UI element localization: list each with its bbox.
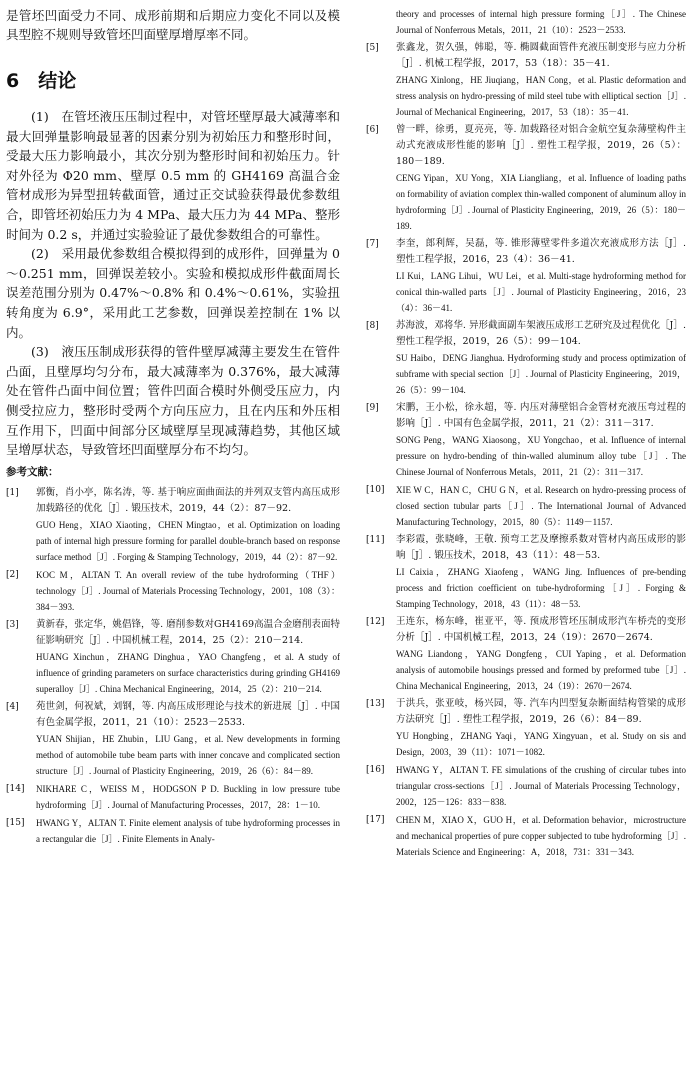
reference-body bbox=[396, 236, 686, 316]
reference-en: CHEN M，XIAO X，GUO H，et al. Deformation behavior，microstructure and mechanical properties of pure copper subjected to tube hydroforming［J］. Materials Science and Engineering：A，2018，731：331－343. bbox=[396, 815, 686, 857]
reference-item bbox=[6, 485, 340, 565]
reference-zh: 张鑫龙，贺久强，韩聪，等. 椭圆截面管件充液压制变形与应力分析［J］. 机械工程学报，2017，53（18）：35－41. bbox=[396, 42, 686, 69]
reference-zh: 苑世剑，何祝斌，刘钢，等. 内高压成形理论与技术的新进展［J］. 中国有色金属学报，2011，21（10）：2523－2533. bbox=[36, 700, 340, 728]
section-heading: 6 结论 bbox=[6, 70, 77, 92]
reference-item bbox=[366, 482, 686, 530]
reference-body bbox=[36, 781, 340, 813]
reference-number: [10] bbox=[366, 485, 385, 495]
reference-number: [13] bbox=[366, 699, 385, 709]
reference-number: [8] bbox=[366, 321, 379, 331]
reference-body bbox=[36, 617, 340, 697]
reference-en: theory and processes of internal high pressure forming［J］. The Chinese Journal of Nonferrous Metals，2011，21（10）：2523－2533. bbox=[396, 9, 686, 35]
reference-zh: 郭衡，肖小亭，陈名涛，等. 基于响应面曲面法的并列双支管内高压成形加载路径的优化［J］. 锻压技术，2019，44（2）：87－92. bbox=[36, 486, 340, 514]
reference-number: [16] bbox=[366, 765, 385, 775]
reference-number: [12] bbox=[366, 617, 385, 627]
conclusion-paragraph-2: (2) 采用最优参数组合模拟得到的成形件，回弹量为 0～0.251 mm，回弹误差较小。实验和模拟成形件截面周长误差范围分别为 0.47%～0.8% 和 0.4%～0.61%，实验扭转角度为 6.9°，采用此工艺参数，回弹误差控制在 1% 以内。 bbox=[6, 246, 340, 340]
reference-item bbox=[366, 614, 686, 694]
reference-item bbox=[366, 812, 686, 860]
reference-number: [17] bbox=[366, 815, 385, 825]
reference-zh: 曾一畔，徐勇，夏亮亮，等. 加载路径对铝合金航空复杂薄壁构件主动式充液成形性能的影响［J］. 塑性工程学报，2019，26（5）：180－189. bbox=[396, 124, 686, 167]
conclusion-paragraph-1: (1) 在管坯液压压制过程中，对管坯壁厚最大减薄率和最大回弹量影响最显著的因素分别为初始压力和整形时间，受最大压力影响最小，其次分别为整形时间和初始压力。针对外径为 Φ20 mm、壁厚 0.5 mm 的 GH4169 高温合金管材成形为异型扭转截面管，通过正交试验获得最优参数组合，即管坯初始压力为 4 MPa、最大压力为 44 MPa、整形时间为 0.2 s，并通过实验验证了最优参数组合的可靠性。 bbox=[6, 109, 340, 242]
reference-en: SONG Peng，WANG Xiaosong，XU Yongchao，et al. Influence of internal pressure on hydro-bending of thin-walled aluminum alloy tube［J］. The Chinese Journal of Nonferrous Metals，2011，21（2）：311－317. bbox=[396, 435, 686, 477]
reference-body bbox=[396, 696, 686, 760]
reference-en: SU Haibo，DENG Jianghua. Hydroforming study and process optimization of subframe with special section［J］. Journal of Plasticity Engineering，2019，26（5）：99－104. bbox=[396, 353, 686, 395]
reference-number: [4] bbox=[6, 701, 19, 712]
reference-item bbox=[366, 696, 686, 760]
reference-item bbox=[6, 699, 340, 779]
reference-number: [11] bbox=[366, 535, 385, 545]
reference-body bbox=[36, 485, 340, 565]
reference-body bbox=[36, 567, 340, 615]
reference-body bbox=[396, 532, 686, 612]
reference-body bbox=[396, 812, 686, 860]
reference-zh: 李彩霞，张晓峰，王敬. 预弯工艺及摩擦系数对管材内高压成形的影响［J］. 锻压技术，2018，43（11）：48－53. bbox=[396, 534, 686, 561]
reference-en: HWANG Y，ALTAN T. Finite element analysis of tube hydroforming processes in a rectangular die［J］. Finite Elements in Analy- bbox=[36, 817, 340, 844]
reference-en: CENG Yipan，XU Yong，XIA Liangliang，et al. Influence of loading paths on formability of aviation complex thin-walled component of aluminum alloy in hydroforming［J］. Journal of Plasticity Engineering，2019，26（5）：180－189. bbox=[396, 173, 686, 231]
reference-body bbox=[396, 40, 686, 120]
reference-body bbox=[396, 762, 686, 810]
reference-number: [1] bbox=[6, 487, 19, 498]
reference-en: NIKHARE C，WEISS M，HODGSON P D. Buckling in low pressure tube hydroforming［J］. Journal of Manufacturing Processes，2017，28：1－10. bbox=[36, 783, 340, 810]
reference-en: YU Hongbing，ZHANG Yaqi，YANG Xingyuan，et al. Study on sis and Design，2003，39（11）：1071－1082. bbox=[396, 731, 686, 757]
reference-body bbox=[396, 318, 686, 398]
reference-en: XIE W C，HAN C，CHU G N，et al. Research on hydro-pressing process of closed section tubular parts［J］. The International Journal of Advanced Manufacturing Technology，2015，80（5）：1149－1157. bbox=[396, 485, 686, 527]
reference-item bbox=[366, 532, 686, 612]
reference-item bbox=[366, 122, 686, 234]
reference-number: [14] bbox=[6, 783, 25, 794]
reference-body bbox=[396, 122, 686, 234]
reference-number: [2] bbox=[6, 569, 19, 580]
reference-continuation bbox=[396, 6, 686, 38]
reference-en: HUANG Xinchun，ZHANG Dinghua，YAO Changfeng，et al. A study of influence of grinding parameters on surface characteristics during grinding GH4169 superalloy［J］. China Mechanical Engineering，2014，25（2）：210－214. bbox=[36, 651, 340, 694]
reference-item bbox=[366, 236, 686, 316]
reference-zh: 李奎，郎利辉，吴磊，等. 锥形薄壁零件多道次充液成形方法［J］. 塑性工程学报，2016，23（4）：36－41. bbox=[396, 238, 686, 265]
reference-item bbox=[6, 567, 340, 615]
reference-body bbox=[36, 815, 340, 847]
reference-item bbox=[366, 400, 686, 480]
left-column bbox=[6, 6, 340, 849]
reference-item bbox=[366, 318, 686, 398]
reference-body bbox=[396, 400, 686, 480]
reference-body bbox=[396, 614, 686, 694]
reference-item bbox=[6, 815, 340, 847]
reference-zh: 苏海波，邓将华. 异形截面副车架液压成形工艺研究及过程优化［J］. 塑性工程学报，2019，26（5）：99－104. bbox=[396, 320, 686, 347]
reference-item bbox=[366, 762, 686, 810]
references-title: 参考文献： bbox=[6, 465, 59, 478]
reference-en: YUAN Shijian，HE Zhubin，LIU Gang，et al. New developments in forming method of automobile tube beam parts with inner concave and complicated section structure［J］. Journal of Plasticity Engineering，2019，26（6）：84－89. bbox=[36, 733, 340, 776]
reference-number: [5] bbox=[366, 43, 379, 53]
reference-en: HWANG Y，ALTAN T. FE simulations of the crushing of circular tubes into triangular cross-sections［J］. Journal of Materials Processing Technology，2002，125－126：833－838. bbox=[396, 765, 686, 807]
reference-number: [6] bbox=[366, 125, 379, 135]
reference-body bbox=[36, 699, 340, 779]
reference-list-left bbox=[6, 485, 340, 847]
reference-item bbox=[6, 781, 340, 813]
reference-en: ZHANG Xinlong，HE Jiuqiang，HAN Cong，et al. Plastic deformation and stress analysis on hydro-pressing of mild steel tube with elliptical section［J］. Journal of Mechanical Engineering，2017，53（18）：35－41. bbox=[396, 75, 686, 117]
reference-body bbox=[396, 482, 686, 530]
reference-list-right bbox=[366, 40, 686, 860]
right-column bbox=[366, 6, 686, 862]
reference-zh: 于洪兵，张亚岐，杨兴园，等. 汽车内凹型复杂断面结构管梁的成形方法研究［J］. 塑性工程学报，2019，26（6）：84－89. bbox=[396, 698, 686, 725]
reference-en: GUO Heng，XIAO Xiaoting，CHEN Mingtao，et al. Optimization on loading path of internal high pressure forming for parallel double-branch based on response surface method［J］. Forging & Stamping Technology，2019，44（2）：87－92. bbox=[36, 519, 340, 562]
reference-item bbox=[6, 617, 340, 697]
reference-zh: 黄新春，张定华，姚倡锋，等. 磨削参数对GH4169高温合金磨削表面特征影响研究［J］. 中国机械工程，2014，25（2）：210－214. bbox=[36, 618, 340, 646]
reference-en: KOC M，ALTAN T. An overall review of the tube hydroforming（THF）technology［J］. Journal of Materials Processing Technology，2001，108（3）：384－393. bbox=[36, 569, 340, 612]
reference-item bbox=[366, 40, 686, 120]
reference-number: [7] bbox=[366, 239, 379, 249]
reference-zh: 宋鹏，王小松，徐永超，等. 内压对薄壁铝合金管材充液压弯过程的影响［J］. 中国有色金属学报，2011，21（2）：311－317. bbox=[396, 402, 686, 429]
reference-number: [3] bbox=[6, 619, 19, 630]
intro-text: 是管坯凹面受力不同、成形前期和后期应力变化不同以及模具型腔不规则导致管坯凹面壁厚增厚率不同。 bbox=[6, 8, 340, 42]
reference-zh: 王连东，杨东峰，崔亚平，等. 预成形管坯压制成形汽车桥壳的变形分析［J］. 中国机械工程，2013，24（19）：2670－2674. bbox=[396, 616, 686, 643]
reference-en: WANG Liandong，YANG Dongfeng，CUI Yaping，et al. Deformation analysis of automobile housings pressed and formed by preformed tube［J］. China Mechanical Engineering，2013，24（19）：2670－2674. bbox=[396, 649, 686, 691]
reference-en: LI Kui，LANG Lihui，WU Lei，et al. Multi-stage hydroforming method for conical thin-walled parts［J］. Journal of Plasticity Engineering，2016，23（4）：36－41. bbox=[396, 271, 686, 313]
reference-number: [9] bbox=[366, 403, 379, 413]
reference-en: LI Caixia，ZHANG Xiaofeng，WANG Jing. Influences of pre-bending process and friction coefficient on tube-hydroforming［J］. Forging & Stamping Technology，2018，43（11）：48－53. bbox=[396, 567, 686, 609]
reference-number: [15] bbox=[6, 817, 25, 828]
conclusion-paragraph-3: (3) 液压压制成形获得的管件壁厚减薄主要发生在管件凸面，且壁厚均匀分布，最大减薄率为 0.376%，最大减薄处在管件凸面中间位置；管件凹面合模时外侧受压应力，内侧受拉应力，整形时受两个方向压应力，且在内压和外压相互作用下，凹面中间部分区域壁厚呈现减薄趋势，其他区域呈增厚状态，导致管坯凹面壁厚分布不均匀。 bbox=[6, 344, 340, 458]
